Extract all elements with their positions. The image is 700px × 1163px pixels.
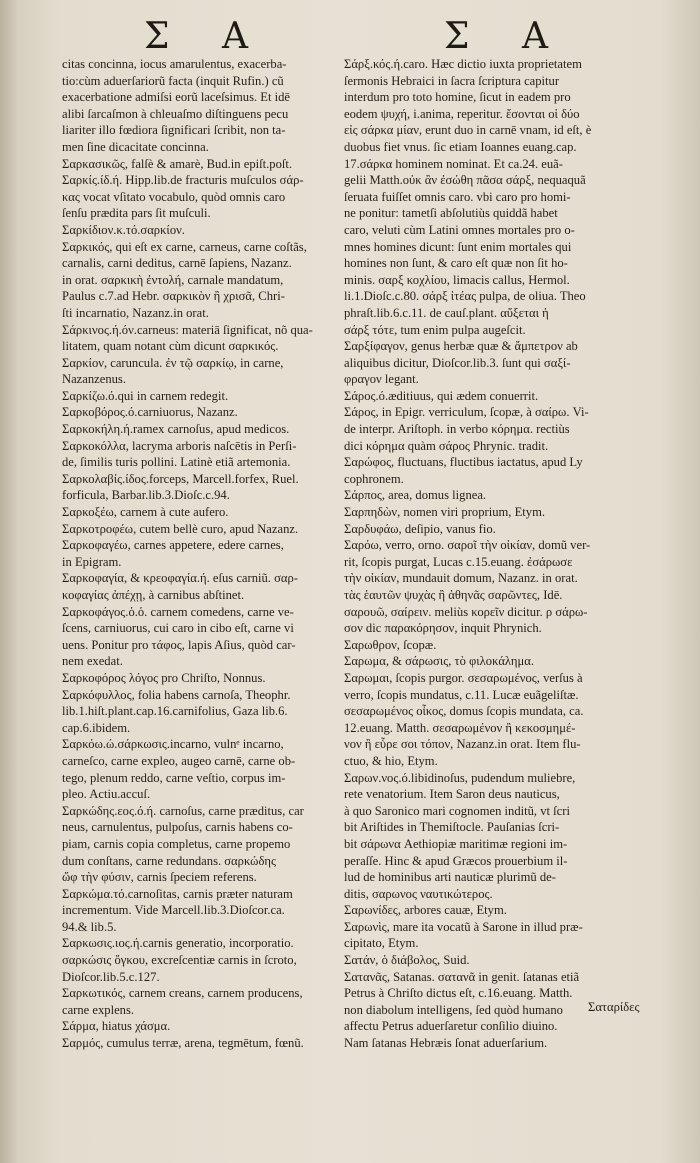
text-line: Paulus c.7.ad Hebr. σαρκικὸν ἢ χρισᾶ, Chri- bbox=[62, 289, 285, 304]
text-line: σαρκώσις ὄγκου, excreſcentiæ carnis in ſcroto, bbox=[62, 953, 297, 968]
text-line: Σάρπος, area, domus lignea. bbox=[344, 488, 487, 503]
text-line: Σαρκοφόρος λόγος pro Chriſto, Nonnus. bbox=[62, 670, 266, 685]
text-line: Σάρκινος.ή.όν.carneus: materiā ſignificat, nõ qua- bbox=[62, 322, 313, 337]
text-line: in orat. σαρκικὴ ἐντολή, carnale mandatum, bbox=[62, 272, 284, 287]
text-line: Σαρων.νος.ό.libidinoſus, pudendum muliebre, bbox=[344, 770, 576, 785]
head-letter-sigma: Σ bbox=[144, 16, 170, 57]
text-line: piam, carnis copia completus, carne propemo bbox=[62, 836, 291, 851]
text-line: peraſſe. Hinc & apud Græcos prouerbium il- bbox=[344, 853, 568, 868]
text-line: Nam ſatanas Hebræis ſonat aduerſarium. bbox=[344, 1036, 548, 1051]
text-line: caro, veluti cùm Latini omnes mortales pro o- bbox=[344, 222, 575, 237]
text-line: cipitato, Etym. bbox=[344, 936, 419, 951]
text-line: cophronem. bbox=[344, 471, 404, 486]
text-line: tego, plenum reddo, carne veſtio, corpus im- bbox=[62, 770, 286, 785]
text-line: Σαρωθρον, ſcopæ. bbox=[344, 637, 437, 652]
text-line: ὤφ τὴν φύσιν, carnis ſpeciem referens. bbox=[62, 870, 257, 885]
text-line: liariter illo fœdiora ſignificari ſcribit, non ta- bbox=[62, 123, 286, 138]
text-line: Σαρκίς.ίδ.ή. Hipp.lib.de fracturis muſculos σάρ- bbox=[62, 173, 304, 188]
text-line: lib.1.hiſt.plant.cap.16.carnifolius, Gaza lib.6. bbox=[62, 704, 288, 719]
text-line: incrementum. Vide Marcell.lib.3.Dioſcor.ca. bbox=[62, 903, 285, 918]
text-line: nem exedat. bbox=[62, 654, 123, 669]
text-line: Σαρωνίδες, arbores cauæ, Etym. bbox=[344, 903, 507, 918]
head-letter-sigma: Σ bbox=[444, 16, 470, 57]
text-line: Σαρκικός, qui eſt ex carne, carneus, carne coſtãs, bbox=[62, 239, 307, 254]
text-line: dum conſtans, carne redundans. σαρκώδης bbox=[62, 853, 276, 868]
text-line: eodem ψυχή, i.anima, reperitur. ἔσονται οἱ δύο bbox=[344, 106, 580, 121]
text-line: in Epigram. bbox=[62, 554, 122, 569]
text-line: Σαρκοφαγέω, carnes appetere, edere carnes, bbox=[62, 538, 284, 553]
text-line: Σαρκοξέω, carnem à cute aufero. bbox=[62, 505, 229, 520]
text-line: pleo. Actiu.accuſ. bbox=[62, 787, 151, 802]
text-line: uens. Ponitur pro τάφος, lapis Aſius, quòd car- bbox=[62, 637, 296, 652]
text-line: li.1.Dioſc.c.80. σάρξ ἰτέας pulpa, de oliua. Theo bbox=[344, 289, 586, 304]
text-line: de, ſimilis turis pollini. Latinè etiã artemonia. bbox=[62, 455, 291, 470]
text-line: τὴν οἰκίαν, mundauit domum, Nazanz. in orat. bbox=[344, 571, 578, 586]
text-line: κοφαγίας ἀπέχῃ, à carnibus abſtinet. bbox=[62, 588, 245, 602]
text-line: duobus fiet vnus. ſic etiam Ioannes euang.cap. bbox=[344, 139, 577, 154]
text-line: minis. σαρξ κοχλίου, limacis callus, Hermol. bbox=[344, 272, 570, 287]
text-line: Σαρκόφυλλος, folia habens carnoſa, Theophr. bbox=[62, 687, 291, 702]
right-column bbox=[344, 56, 646, 1052]
text-line: Σαρμός, cumulus terræ, arena, tegmētum, fœnũ. bbox=[62, 1036, 304, 1051]
text-line: ſermonis Hebraici in ſacra ſcriptura capitur bbox=[344, 73, 560, 88]
text-line: Σαρωνὶς, mare ita vocatũ à Sarone in illud præ- bbox=[344, 919, 583, 934]
text-line: ctuo, & hio, Etym. bbox=[344, 753, 438, 768]
text-line: carne explens. bbox=[62, 1002, 135, 1017]
text-line: bit Ariſtides in Themiſtocle. Pauſanias ſcri- bbox=[344, 820, 560, 835]
text-line: Σαρωμα, & σάρωσις, τὸ φιλοκάλημα. bbox=[344, 654, 534, 669]
text-line: ſcens, carniuorus, cui caro in cibo eſt, carne vi bbox=[62, 621, 294, 636]
text-line: à quo Saronico mari cognomen inditũ, vt ſcri bbox=[344, 803, 570, 818]
catchword: Σαταρίδες bbox=[588, 1000, 640, 1014]
text-line: ditis, σαρωνος ναυτικώτερος. bbox=[344, 886, 493, 901]
text-line: forficula, Barbar.lib.3.Dioſc.c.94. bbox=[62, 488, 230, 503]
text-line: carneſco, carne expleo, augeo carnē, carne ob- bbox=[62, 753, 296, 768]
text-line: dici κόρημα quàm σάρος Phrynic. tradit. bbox=[344, 438, 549, 453]
head-letter-alpha: Α bbox=[522, 16, 548, 57]
text-line: tio:cùm aduerſariorũ facta (inquit Rufin.) cũ bbox=[62, 73, 284, 88]
text-line: bit σάρωνα Aethiopiæ maritimæ regioni im- bbox=[344, 836, 568, 851]
text-line: mnes homines dicunt: ſunt enim mortales qui bbox=[344, 239, 572, 254]
text-line: Σαρώφος, fluctuans, fluctibus iactatus, apud Ly bbox=[344, 455, 583, 470]
text-line: ne ponitur: tametſi abſolutiùs quiddã habet bbox=[344, 206, 558, 221]
text-line: ſenſu prædita pars ſit muſculi. bbox=[62, 206, 211, 221]
text-line: φραγον legant. bbox=[344, 372, 419, 387]
text-line: Σαρκίζω.ό.qui in carnem redegit. bbox=[62, 388, 229, 403]
text-line: 17.σάρκα hominem nominat. Et ca.24. euã- bbox=[344, 156, 563, 171]
text-line: men ſine dicacitate concinna. bbox=[62, 139, 209, 154]
text-line: Σαρκωσις.ιος.ή.carnis generatio, incorporatio. bbox=[62, 936, 294, 951]
text-line: Σαρκοκόλλα, lacryma arboris naſcētis in Perſi- bbox=[62, 438, 297, 453]
text-line: Σαρωμαι, ſcopis purgor. σεσαρωμένος, verſus à bbox=[344, 670, 583, 685]
text-line: σον dic παρακόρησον, inquit Phrynich. bbox=[344, 621, 542, 636]
text-line: Nazanzenus. bbox=[62, 372, 126, 387]
text-line: κας vocat vſitato vocabulo, quòd omnis caro bbox=[62, 189, 286, 204]
text-line: Σαρκωτικός, carnem creans, carnem producens, bbox=[62, 986, 303, 1001]
text-line: νον ἢ εὗρε σοι τόπον, Nazanz.in orat. Item flu- bbox=[344, 737, 581, 752]
text-line: Σάρμα, hiatus χάσμα. bbox=[62, 1019, 171, 1034]
text-line: homines non ſunt, & caro eſt quæ non ſit ho- bbox=[344, 256, 568, 271]
text-line: alibi ſarcaſmon à chleuaſmo diſtinguens pecu bbox=[62, 106, 289, 121]
running-head-left bbox=[100, 14, 330, 58]
running-head-right bbox=[412, 14, 652, 58]
text-line: σεσαρωμένος οἶκος, domus ſcopis mundata, ca. bbox=[344, 704, 584, 719]
text-line: Σατάν, ὁ διάβολος, Suid. bbox=[344, 953, 470, 968]
text-line: rit, ſcopis purgat, Lucas c.15.euang. ἐσάρωσε bbox=[344, 554, 573, 569]
text-line: Σάρξ.κός.ή.caro. Hæc dictio iuxta proprietatem bbox=[344, 57, 582, 71]
text-line: lud de hominibus arti nauticæ plurimũ de- bbox=[344, 870, 556, 885]
text-line: aliquibus dicitur, Dioſcor.lib.3. ſunt qui σαξί- bbox=[344, 355, 571, 370]
text-line: Σαρκίον, caruncula. ἐν τῷ σαρκίῳ, in carne, bbox=[62, 355, 284, 370]
text-line: rete venatorium. Item Saron deus nauticus, bbox=[344, 787, 560, 802]
text-line: Σαρδυφάω, deſipio, vanus fio. bbox=[344, 521, 496, 536]
text-line: ſti incarnatio, Nazanz.in orat. bbox=[62, 305, 209, 320]
text-line: Σαρκώμα.τό.carnoſitas, carnis præter naturam bbox=[62, 886, 293, 901]
text-line: Σαρξίφαγον, genus herbæ quæ & ἄμπετρον ab bbox=[344, 339, 578, 354]
text-line: Σαρκόω.ώ.σάρκωσις.incarno, vulnᵉ incarno, bbox=[62, 737, 284, 752]
text-line: Σαρκασικῶς, falſè & amarè, Bud.in epiſt.poſt. bbox=[62, 156, 293, 171]
text-line: Dioſcor.lib.5.c.127. bbox=[62, 969, 160, 984]
text-line: Σαρκοφαγία, & κρεοφαγία.ή. eſus carniũ. σαρ- bbox=[62, 571, 298, 586]
text-line: Σαρκοκήλη.ή.ramex carnoſus, apud medicos. bbox=[62, 422, 290, 437]
text-line: citas concinna, iocus amarulentus, exacerba- bbox=[62, 57, 287, 71]
text-line: Σαρκοτροφέω, cutem bellè curo, apud Nazanz. bbox=[62, 521, 299, 536]
text-line: litatem, quam notant cùm dicunt σαρκικός. bbox=[62, 339, 279, 354]
text-line: Σαρκίδιον.κ.τό.σαρκίον. bbox=[62, 222, 185, 237]
text-line: Σαρκοβόρος.ό.carniuorus, Nazanz. bbox=[62, 405, 238, 420]
text-line: Σατανᾶς, Satanas. σατανᾶ in genit. ſatanas etiã bbox=[344, 969, 580, 984]
text-line: verro, ſcopis mundatus, c.11. Lucæ euãgeliſtæ. bbox=[344, 687, 579, 702]
text-line: exacerbatione admiſsi eorũ laceſsimus. Et idē bbox=[62, 90, 291, 105]
left-column bbox=[62, 56, 340, 1052]
text-line: 12.euang. Matth. σεσαρωμένον ἢ κεκοσμημέ- bbox=[344, 720, 576, 735]
text-line: τὰς ἑαυτῶν ψυχὰς ἢ ἀθηνᾶς σαρῶντες, Idē. bbox=[344, 588, 563, 602]
text-line: Σάρος.ό.æditiuus, qui ædem conuerrit. bbox=[344, 388, 539, 403]
text-line: Σαρκώδης.εος.ό.ή. carnoſus, carne præditus, car bbox=[62, 803, 304, 818]
text-line: Σαρόω, verro, orno. σαροῖ τὴν οἰκίαν, domũ ver- bbox=[344, 538, 591, 553]
text-line: gelii Matth.οὐκ ἂν ἐσώθη πᾶσα σάρξ, nequaquã bbox=[344, 173, 586, 188]
text-line: Σαρπηδὼν, nomen viri proprium, Etym. bbox=[344, 505, 546, 520]
text-line: Petrus à Chriſto dictus eſt, c.16.euang. Matth. bbox=[344, 986, 573, 1001]
text-line: Σαρκολαβίς.ίδος.forceps, Marcell.forfex, Ruel. bbox=[62, 471, 299, 486]
text-line: de interpr. Ariſtoph. in verbo κόρημα. rectiùs bbox=[344, 422, 570, 437]
text-line: cap.6.ibidem. bbox=[62, 720, 131, 735]
text-line: neus, carnulentus, pulpoſus, carnis habens co- bbox=[62, 820, 293, 835]
text-line: interdum pro toto homine, ſicut in eadem pro bbox=[344, 90, 571, 105]
text-line: Σαρκοφάγος.ὁ.ὁ. carnem comedens, carne ve- bbox=[62, 604, 294, 619]
text-line: affectu Petrus aduerſaretur conſilio diuino. bbox=[344, 1019, 558, 1034]
text-line: σαρουῶ, σαίρειν. meliùs κορεῖν dicitur. ρ σάρω- bbox=[344, 604, 588, 619]
text-line: εἰς σάρκα μίαν, erunt duo in carnē vnam, id eſt, è bbox=[344, 123, 592, 138]
text-line: ſeruata fuiſſet omnis caro. vbi caro pro homi- bbox=[344, 189, 571, 204]
text-line: non diabolum intelligens, ſed quòd humano bbox=[344, 1002, 563, 1017]
head-letter-alpha: Α bbox=[222, 16, 248, 57]
text-line: σάρξ τότε, tum enim pulpa augeſcit. bbox=[344, 322, 526, 337]
text-line: Σάρος, in Epigr. verriculum, ſcopæ, à σαίρω. Vi- bbox=[344, 405, 589, 420]
text-line: 94.& lib.5. bbox=[62, 919, 117, 934]
text-line: carnalis, carni deditus, carnē ſapiens, Nazanz. bbox=[62, 256, 292, 271]
text-line: phraſt.lib.6.c.11. de cauſ.plant. αὔξεται ἡ bbox=[344, 305, 549, 320]
